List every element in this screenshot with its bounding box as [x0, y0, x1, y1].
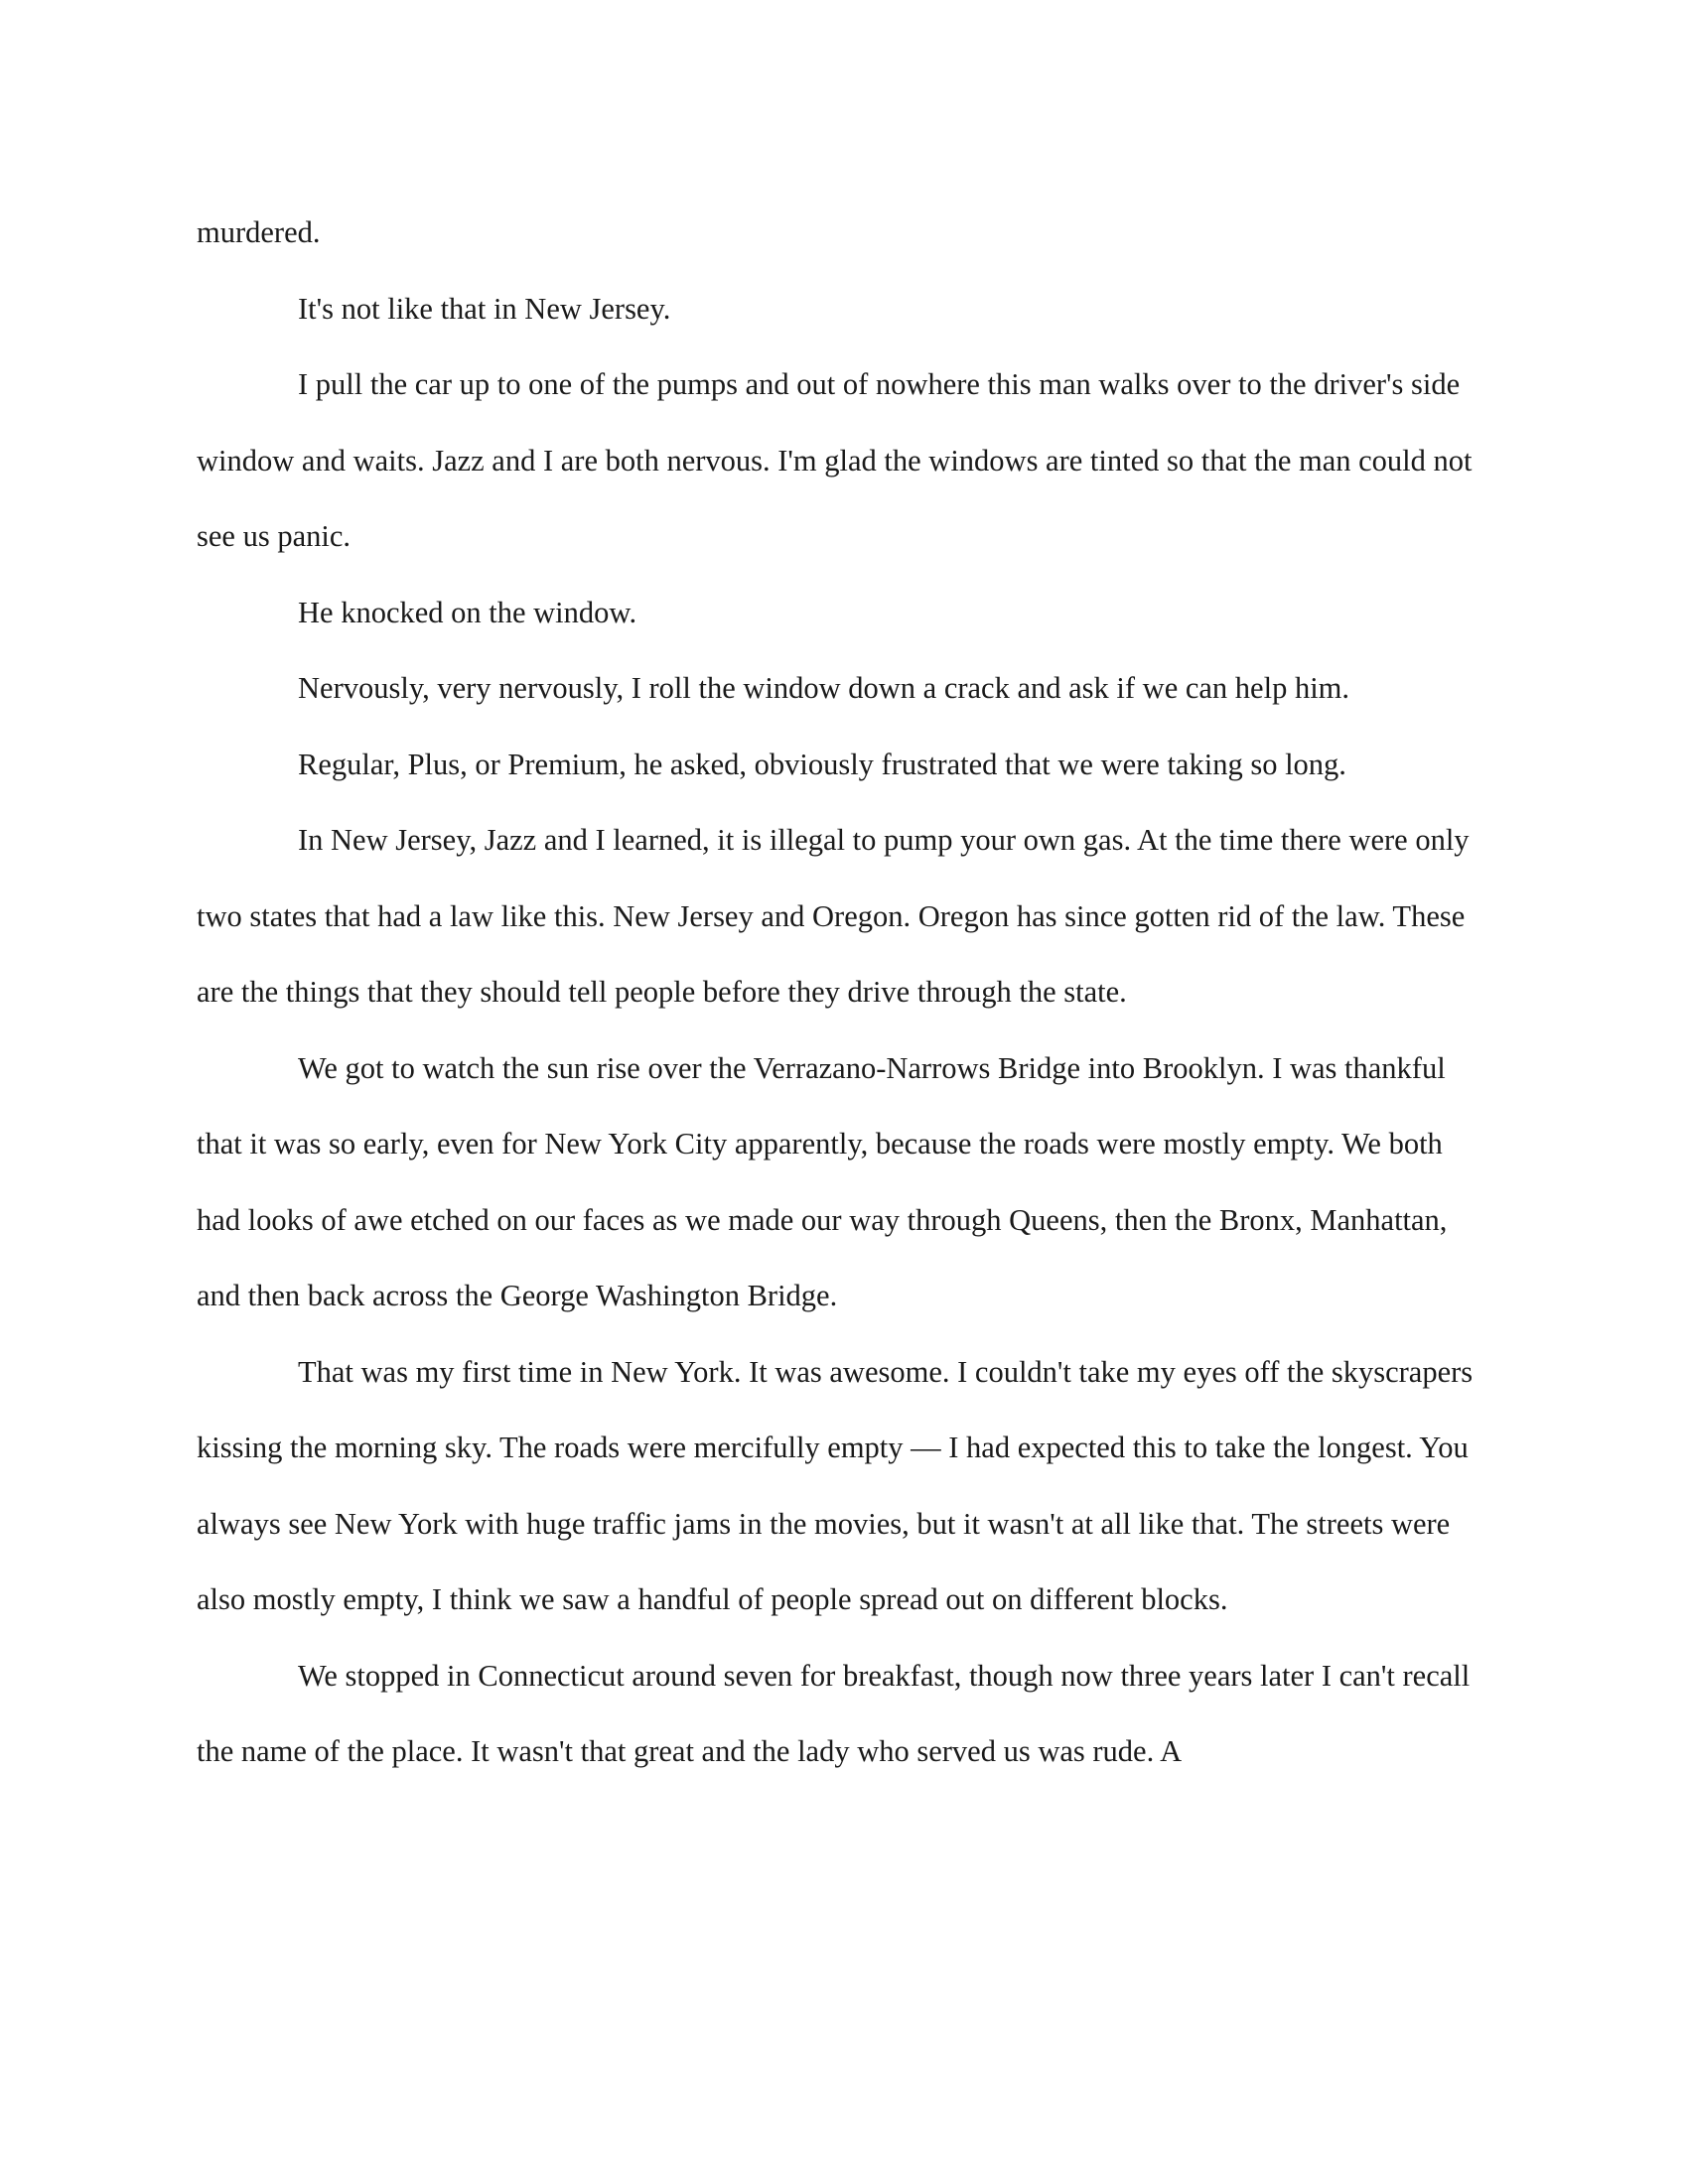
- paragraph: That was my first time in New York. It was awesome. I couldn't take my eyes off the skyscrapers kissing the morning sky. The roads were mercifully empty — I had expected this to take the longest. You always see New York with huge traffic jams in the movies, but it wasn't at all like that. The streets were also mostly empty, I think we saw a handful of people spread out on different blocks.: [197, 1354, 1474, 1616]
- paragraph: He knocked on the window.: [298, 595, 637, 629]
- paragraph: Regular, Plus, or Premium, he asked, obviously frustrated that we were taking so long.: [298, 747, 1346, 781]
- paragraph: We stopped in Connecticut around seven for breakfast, though now three years later I can't recall the name of the place. It wasn't that great and the lady who served us was rude. A: [197, 1658, 1471, 1768]
- paragraph: It's not like that in New Jersey.: [298, 291, 671, 326]
- paragraph-continued: murdered.: [197, 215, 321, 249]
- paragraph: Nervously, very nervously, I roll the window down a crack and ask if we can help him.: [298, 671, 1350, 705]
- paragraph: In New Jersey, Jazz and I learned, it is illegal to pump your own gas. At the time there were only two states that had a law like this. New Jersey and Oregon. Oregon has since gotten rid of the law. These are the things that they should tell people before they drive through the state.: [197, 823, 1470, 1009]
- paragraph: We got to watch the sun rise over the Verrazano-Narrows Bridge into Brooklyn. I was thankful that it was so early, even for New York City apparently, because the roads were mostly empty. We both had looks of awe etched on our faces as we made our way through Queens, then the Bronx, Manhattan, and then back across the George Washington Bridge.: [197, 1050, 1448, 1312]
- body-text: [197, 195, 1491, 1790]
- paragraph: I pull the car up to one of the pumps and out of nowhere this man walks over to the driver's side window and waits. Jazz and I are both nervous. I'm glad the windows are tinted so that the man could not see us panic.: [197, 367, 1473, 553]
